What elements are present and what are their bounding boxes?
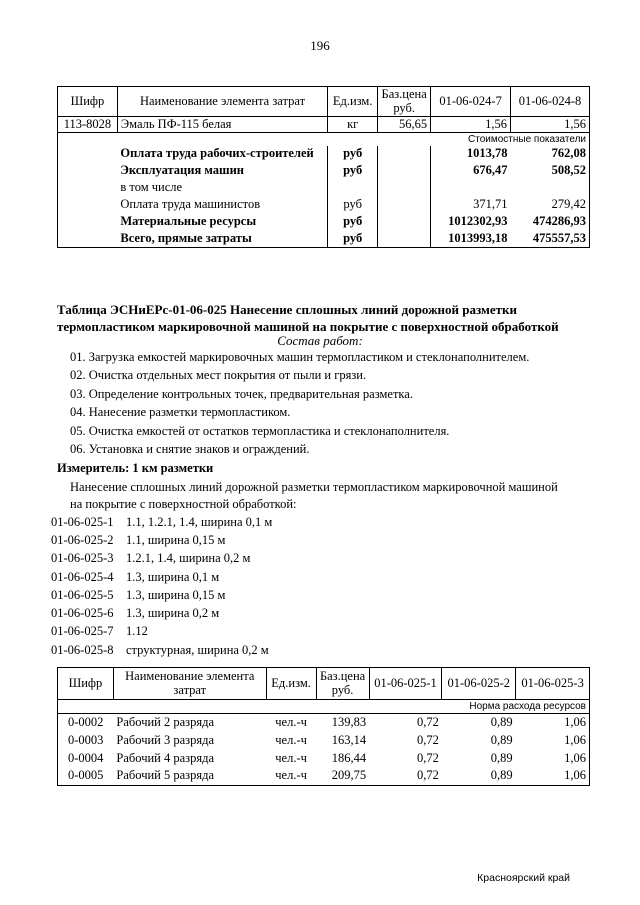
row-v3: 1,06 (516, 768, 590, 786)
row-name: в том числе (120, 180, 183, 195)
table-row (58, 214, 590, 231)
row-v3: 1,06 (516, 732, 590, 750)
code-id: 01-06-025-3 (51, 551, 114, 565)
row-name: Рабочий 5 разряда (113, 768, 266, 786)
row-name: Оплата труда рабочих-строителей (120, 146, 314, 161)
row-unit: руб (328, 231, 378, 248)
table-header-row (58, 87, 590, 117)
work-item: 02. Очистка отдельных мест покрытия от пыли и грязи. (70, 368, 367, 382)
row-code: 0-0005 (58, 768, 114, 786)
section-label: Норма расхода ресурсов (442, 700, 590, 714)
row-price: 209,75 (316, 768, 369, 786)
row-v2: 0,89 (490, 750, 513, 765)
row-unit: руб (328, 163, 378, 180)
row-price: 186,44 (331, 750, 367, 765)
code-id: 01-06-025-2 (51, 533, 114, 547)
row-code: 0-0002 (58, 714, 114, 732)
row-code: 0-0004 (58, 750, 114, 768)
table-title: Таблица ЭСНиЕРс-01-06-025 Нанесение сплошных линий дорожной разметки термопластиком маркировочной машиной на покрытие с поверхностной обработкой (57, 302, 559, 334)
row-v1: 371,71 (431, 197, 511, 214)
header-base-price: Баз.цена руб. (378, 87, 431, 117)
header-unit: Ед.изм. (328, 87, 378, 117)
code-text: 1.3, ширина 0,15 м (126, 588, 226, 602)
code-text: 1.1, 1.2.1, 1.4, ширина 0,1 м (126, 515, 273, 529)
work-item: 06. Установка и снятие знаков и ограждений. (70, 442, 310, 456)
row-v1: 0,72 (417, 714, 439, 729)
row-unit: руб (328, 214, 378, 231)
material-name: Эмаль ПФ-115 белая (117, 117, 327, 133)
row-v1: 1012302,93 (431, 214, 511, 231)
row-price: 163,14 (331, 732, 367, 747)
code-text: 1.3, ширина 0,1 м (126, 570, 220, 584)
table-header-row (58, 668, 590, 700)
header-col-024-7: 01-06-024-7 (431, 87, 511, 117)
header-col-024-8: 01-06-024-8 (511, 87, 590, 117)
code-id: 01-06-025-4 (51, 570, 114, 584)
table-row (58, 163, 590, 180)
material-code: 113-8028 (58, 117, 118, 133)
row-v2: 474286,93 (511, 214, 590, 231)
work-item: 05. Очистка емкостей от остатков термопластика и стеклонаполнителя. (70, 424, 450, 438)
row-name: Эксплуатация машин (120, 163, 244, 178)
row-unit: чел.-ч (275, 750, 307, 765)
row-v2: 279,42 (511, 197, 590, 214)
header-unit: Ед.изм. (266, 668, 316, 700)
material-row (58, 117, 590, 133)
code-id: 01-06-025-1 (51, 515, 114, 529)
row-name: Оплата труда машинистов (120, 197, 261, 212)
works-title: Состав работ: (277, 333, 363, 348)
row-v2: 475557,53 (511, 231, 590, 248)
row-name: Рабочий 3 разряда (116, 732, 215, 747)
table-row (58, 768, 590, 786)
row-unit: чел.-ч (275, 732, 307, 747)
row-name: Рабочий 4 разряда (116, 750, 215, 765)
code-id: 01-06-025-5 (51, 588, 114, 602)
material-v1: 1,56 (431, 117, 511, 133)
work-item: 01. Загрузка емкостей маркировочных машин термопластиком и стеклонаполнителем. (70, 350, 530, 364)
row-unit: чел.-ч (266, 768, 316, 786)
row-v1: 676,47 (431, 163, 511, 180)
material-price: 56,65 (378, 117, 431, 133)
row-v2: 0,89 (442, 768, 516, 786)
header-col-025-2: 01-06-025-2 (442, 668, 516, 700)
header-name: Наименование элемента затрат (113, 668, 266, 700)
header-code: Шифр (58, 668, 114, 700)
table-row (58, 197, 590, 214)
section-label-row (58, 700, 590, 714)
row-v2: 762,08 (511, 146, 590, 163)
row-name: Материальные ресурсы (120, 214, 257, 229)
row-v2: 508,52 (511, 163, 590, 180)
header-base-price: Баз.цена руб. (316, 668, 369, 700)
code-id: 01-06-025-6 (51, 606, 114, 620)
header-col-025-3: 01-06-025-3 (516, 668, 590, 700)
row-unit: чел.-ч (275, 714, 307, 729)
footer-region: Красноярский край (477, 872, 570, 884)
code-text: 1.2.1, 1.4, ширина 0,2 м (126, 551, 251, 565)
row-v2: 0,89 (490, 732, 513, 747)
description: Нанесение сплошных линий дорожной разметки термопластиком маркировочной машиной на покрытие с поверхностной обработкой: (70, 480, 558, 511)
section-label: Стоимостные показатели (431, 133, 590, 146)
row-v1: 1013993,18 (431, 231, 511, 248)
row-unit: руб (328, 146, 378, 163)
table-row (58, 750, 590, 768)
table-row (58, 180, 590, 197)
work-item: 03. Определение контрольных точек, предварительная разметка. (70, 387, 413, 401)
row-v1: 0,72 (417, 750, 439, 765)
header-col-025-1: 01-06-025-1 (369, 668, 442, 700)
table-row (58, 146, 590, 163)
row-v2: 0,89 (490, 714, 513, 729)
row-v1: 1013,78 (431, 146, 511, 163)
row-name: Рабочий 2 разряда (116, 714, 215, 729)
code-text: структурная, ширина 0,2 м (126, 643, 269, 657)
measure-unit: Измеритель: 1 км разметки (57, 461, 214, 475)
table-row (58, 714, 590, 732)
row-name: Всего, прямые затраты (117, 231, 327, 248)
row-code: 0-0003 (58, 732, 114, 750)
cost-table-024 (57, 86, 590, 248)
row-v1: 0,72 (417, 732, 439, 747)
material-unit: кг (328, 117, 378, 133)
work-item: 04. Нанесение разметки термопластиком. (70, 405, 291, 419)
row-v3: 1,06 (516, 750, 590, 768)
section-label-row (58, 133, 590, 146)
row-v3: 1,06 (516, 714, 590, 732)
table-row (58, 732, 590, 750)
code-id: 01-06-025-8 (51, 643, 114, 657)
table-row (58, 231, 590, 248)
page-number: 196 (310, 38, 330, 53)
header-code: Шифр (58, 87, 118, 117)
code-text: 1.1, ширина 0,15 м (126, 533, 226, 547)
row-unit: руб (328, 197, 378, 214)
code-text: 1.12 (126, 624, 148, 638)
row-price: 139,83 (331, 714, 367, 729)
code-id: 01-06-025-7 (51, 624, 114, 638)
header-name: Наименование элемента затрат (117, 87, 327, 117)
resource-table-025 (57, 667, 590, 786)
code-text: 1.3, ширина 0,2 м (126, 606, 220, 620)
row-v1: 0,72 (369, 768, 442, 786)
material-v2: 1,56 (511, 117, 590, 133)
